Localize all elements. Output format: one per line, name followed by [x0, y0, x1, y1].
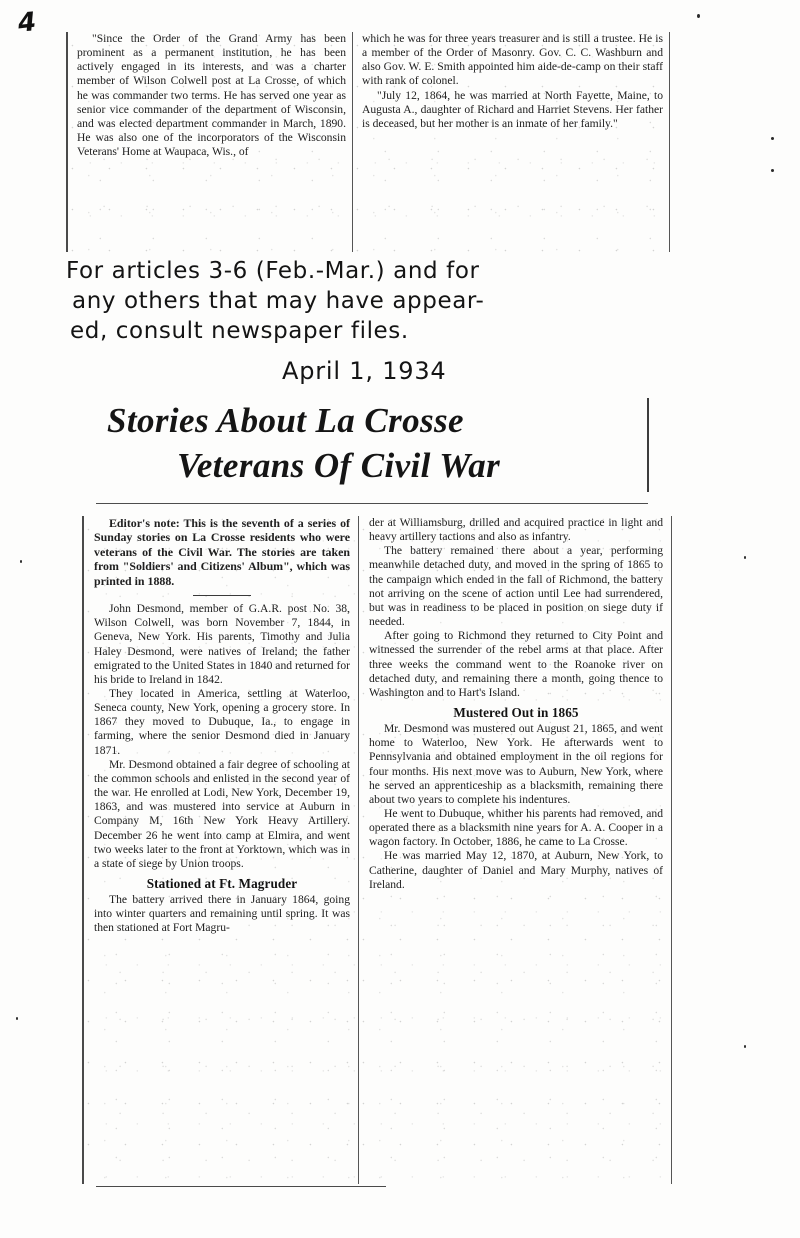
paragraph: After going to Richmond they returned to City Point and witnessed the surrender of the rebel arms at that place. After three weeks the command went to the Roanoke river on detached duty, and remaining there a month, going thence to Washington and to Hart's Island. — [369, 629, 663, 699]
paragraph: John Desmond, member of G.A.R. post No. 38, Wilson Colwell, was born November 7, 1844, in Geneva, New York. His parents, Timothy and Julia Haley Desmond, were natives of Ireland; the father emigrated to the United States in 1840 and returned for his bride to Ireland in 1842. — [94, 602, 350, 686]
top-newspaper-clipping — [66, 32, 670, 252]
page-number: 4 — [16, 7, 38, 39]
article-right-column — [358, 516, 672, 1184]
handwritten-annotation — [60, 256, 700, 386]
scan-speck — [697, 14, 700, 18]
paragraph: He went to Dubuque, whither his parents had removed, and operated there as a blacksmith nine years for A. A. Cooper in a wagon factory. In October, 1886, he came to La Crosse. — [369, 806, 663, 849]
subheading-mustered-out-in-1865: Mustered Out in 1865 — [453, 705, 579, 721]
main-article — [82, 516, 672, 1184]
subheading-stationed-at-ft-magruder: Stationed at Ft. Magruder — [146, 876, 298, 891]
paragraph: He was married May 12, 1870, at Auburn, New York, to Catherine, daughter of Daniel and Mary Murphy, natives of Ireland. — [369, 849, 663, 891]
scan-speck — [771, 169, 774, 172]
paragraph: "July 12, 1864, he was married at North Fayette, Maine, to Augusta A., daughter of Richard and Harriet Stevens. Her father is deceased, but her mother is an inmate of her family." — [362, 88, 663, 130]
scan-speck — [20, 560, 22, 563]
headline-line-2: Veterans Of Civil War — [177, 446, 501, 485]
scan-speck — [744, 1045, 746, 1048]
paragraph: which he was for three years treasurer and is still a trustee. He is a member of the Order of Masonry. Gov. C. C. Washburn and also Gov. W. E. Smith appointed him aide-de-camp on their staff with rank of colonel. — [362, 32, 663, 88]
paragraph: Mr. Desmond was mustered out August 21, 1865, and went home to Waterloo, New York. He afterwards went to Pennsylvania and obtained employment in the oil regions for four months. His next move was to Auburn, New York, where he served an apprenticeship as a blacksmith, remaining there about two years to complete his indentures. — [369, 722, 663, 806]
headline-divider-rule — [96, 503, 648, 504]
paragraph: Mr. Desmond obtained a fair degree of schooling at the common schools and enlisted in the second year of the war. He enrolled at Lodi, New York, December 19, 1863, and was mustered into service at Auburn in Company M, 16th New York Heavy Artillery. December 26 he went into camp at Elmira, and went two weeks later to the front at Yorktown, which was in a state of siege by Union troops. — [94, 757, 350, 870]
handwritten-line-1: For articles 3-6 (Feb.-Mar.) and for — [66, 258, 480, 284]
scan-speck — [16, 1017, 18, 1020]
bottom-clipping-edge-rule — [96, 1186, 386, 1187]
handwritten-date: April 1, 1934 — [282, 357, 447, 385]
top-clipping-right-column — [352, 32, 670, 252]
headline-line-1: Stories About La Crosse — [107, 401, 464, 440]
paragraph: The battery remained there about a year, performing meanwhile detached duty, and moved in the spring of 1865 to the campaign which ended in the fall of Richmond, the battery not arriving on the scene of action until Lee had surrendered, but was in readiness to be placed in position on siege duty if needed. — [369, 544, 663, 629]
paragraph: "Since the Order of the Grand Army has been prominent as a permanent institution, he has been actively engaged in its interests, and was a charter member of Wilson Colwell post at La Crosse, of which he was commander two terms. He has served one year as senior vice commander of the department of Wisconsin, and was elected department commander in March, 1890. He was also one of the incorporators of the Wisconsin Veterans' Home at Waupaca, Wis., of — [77, 32, 346, 159]
top-clipping-left-column — [66, 32, 352, 252]
scan-speck — [771, 137, 774, 140]
article-headline — [93, 398, 649, 492]
paragraph: The battery arrived there in January 1864, going into winter quarters and remaining until spring. It was then stationed at Fort Magru- — [94, 893, 350, 935]
section-separator-rule — [193, 595, 251, 596]
scan-speck — [744, 556, 746, 559]
paragraph: der at Williamsburg, drilled and acquired practice in light and heavy artillery tactions and also as infantry. — [369, 516, 663, 544]
article-left-column — [82, 516, 358, 1184]
handwritten-line-2: any others that may have appear- — [72, 288, 485, 314]
handwritten-line-3: ed, consult newspaper files. — [70, 318, 409, 344]
editors-note: Editor's note: This is the seventh of a series of Sunday stories on La Crosse residents who were veterans of the Civil War. The stories are taken from "Soldiers' and Citizens' Album", which was printed in 1888. — [94, 516, 350, 588]
paragraph: They located in America, settling at Waterloo, Seneca county, New York, opening a grocery store. In 1867 they moved to Dubuque, Ia., to engage in farming, where the senior Desmond died in January 1871. — [94, 686, 350, 757]
